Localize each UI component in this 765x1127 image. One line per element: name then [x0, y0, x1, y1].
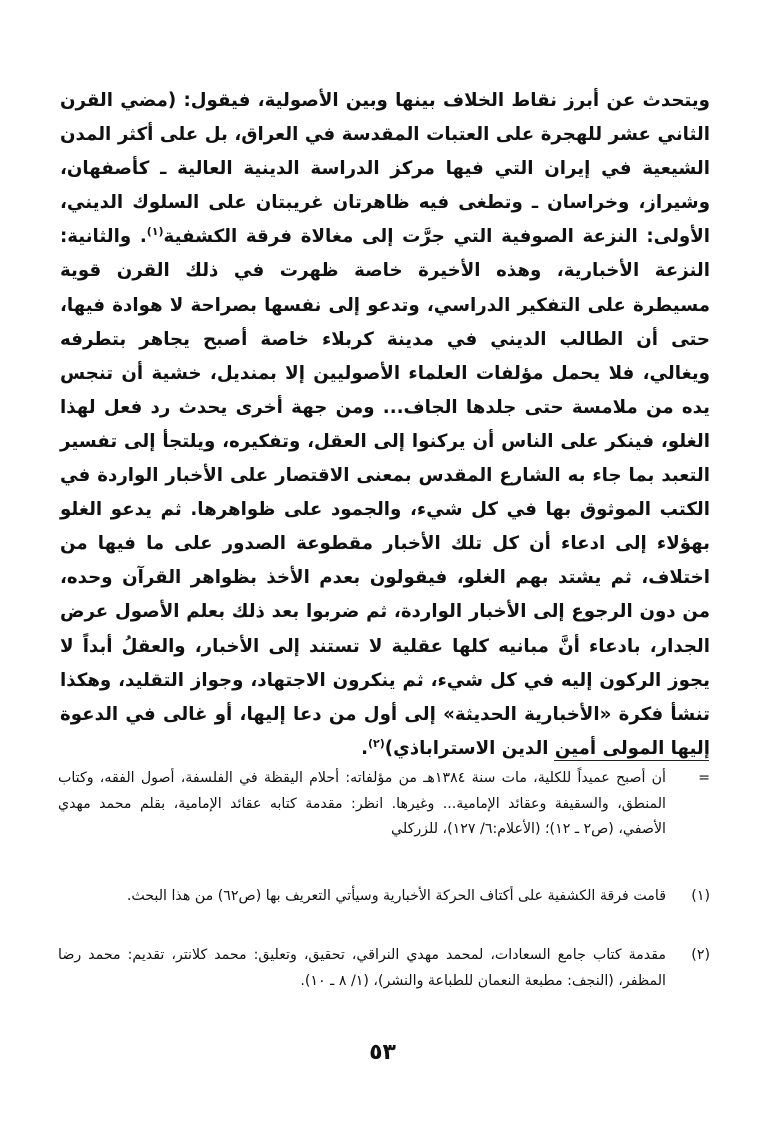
footnote-continuation — [58, 766, 710, 843]
footnote-2-text: مقدمة كتاب جامع السعادات، لمحمد مهدي النراقي، تحقيق، وتعليق: محمد كلانتر، تقديم: محمد رضا المظفر، (النجف: مطبعة النعمان للطباعة والنشر)، (١/ ٨ ـ ١٠). — [58, 947, 666, 989]
footnote-1-text: قامت فرقة الكشفية على أكتاف الحركة الأخبارية وسيأتي التعريف بها (ص٦٢) من هذا البحث. — [126, 888, 666, 904]
main-text-part-2: . والثانية: النزعة الأخبارية، وهذه الأخيرة خاصة ظهرت في ذلك القرن قوية مسيطرة على التفكير الدراسي، وتدعو إلى نفسها بصراحة لا هوادة فيها، حتى أن الطالب الديني في مدينة كربلاء خاصة أصبح يجاهر بتطرفه ويغالي، فلا يحمل مؤلفات العلماء الأصوليين إلا بمنديل، خشية أن تنجس يده من ملامسة حتى جلدها الجاف... ومن جهة أخرى يحدث رد فعل لهذا الغلو، فينكر على الناس أن يركنوا إلى العقل، وتفكيره، ويلتجأ إلى تفسير التعبد بما جاء به الشارع المقدس بمعنى الاقتصار على الأخبار الواردة في الكتب الموثوق بها في كل شيء، والجمود على ظواهرها. ثم يدعو الغلو بهؤلاء إلى ادعاء أن كل تلك الأخبار مقطوعة الصدور على ما فيها من اختلاف، ثم يشتد بهم الغلو، فيقولون بعدم الأخذ بظواهر القرآن وحده، من دون الرجوع إلى الأخبار الواردة، ثم ضربوا بعد ذلك بعلم الأصول عرض الجدار، بادعاء أنَّ مبانيه كلها عقلية لا تستند إلى الأخبار، والعقلُ أبداً لا يجوز الركون إليه في كل شيء، ثم ينكرون الاجتهاد، وجواز التقليد، وهكذا تنشأ فكرة «الأخبارية الحديثة» إلى أول من دعا إليها، أو غالى في الدعوة إليها المولى أمين الدين الاستراباذي) — [60, 226, 710, 759]
footnote-1-marker: (١) — [691, 888, 710, 904]
main-text-part-1: ويتحدث عن أبرز نقاط الخلاف بينها وبين الأصولية، فيقول: (مضي القرن الثاني عشر للهجرة على العتبات المقدسة في العراق، بل على أكثر المدن الشيعية في إيران التي فيها مركز الدراسة الدينية العالية ـ كأصفهان، وشيراز، وخراسان ـ وتطغى فيه ظاهرتان غريبتان على السلوك الديني، الأولى: النزعة الصوفية التي جرَّت إلى مغالاة فرقة الكشفية — [60, 90, 710, 248]
footnote-continuation-text: أن أصبح عميداً للكلية، مات سنة ١٣٨٤هـ من مؤلفاته: أحلام اليقظة في الفلسفة، أصول الفقه، وكتاب المنطق، والسقيفة وعقائد الإمامية... وغيرها. انظر: مقدمة كتابه عقائد الإمامية، بقلم محمد مهدي الأصفي، (ص٢ ـ ١٢)؛ (الأعلام:٦/ ١٢٧)، للزركلي — [58, 770, 667, 838]
footnote-1 — [58, 884, 710, 910]
footnote-2-marker: (٢) — [691, 947, 710, 963]
footnote-ref-1: (١) — [146, 225, 164, 239]
footnote-separator — [554, 760, 709, 761]
main-text — [60, 84, 710, 766]
main-text-end: . — [361, 737, 369, 759]
footnote-ref-2: (٢) — [368, 736, 385, 750]
footnote-continuation-marker: = — [698, 770, 710, 786]
footnote-2 — [58, 943, 710, 994]
page-number: ٥٣ — [369, 1040, 396, 1065]
